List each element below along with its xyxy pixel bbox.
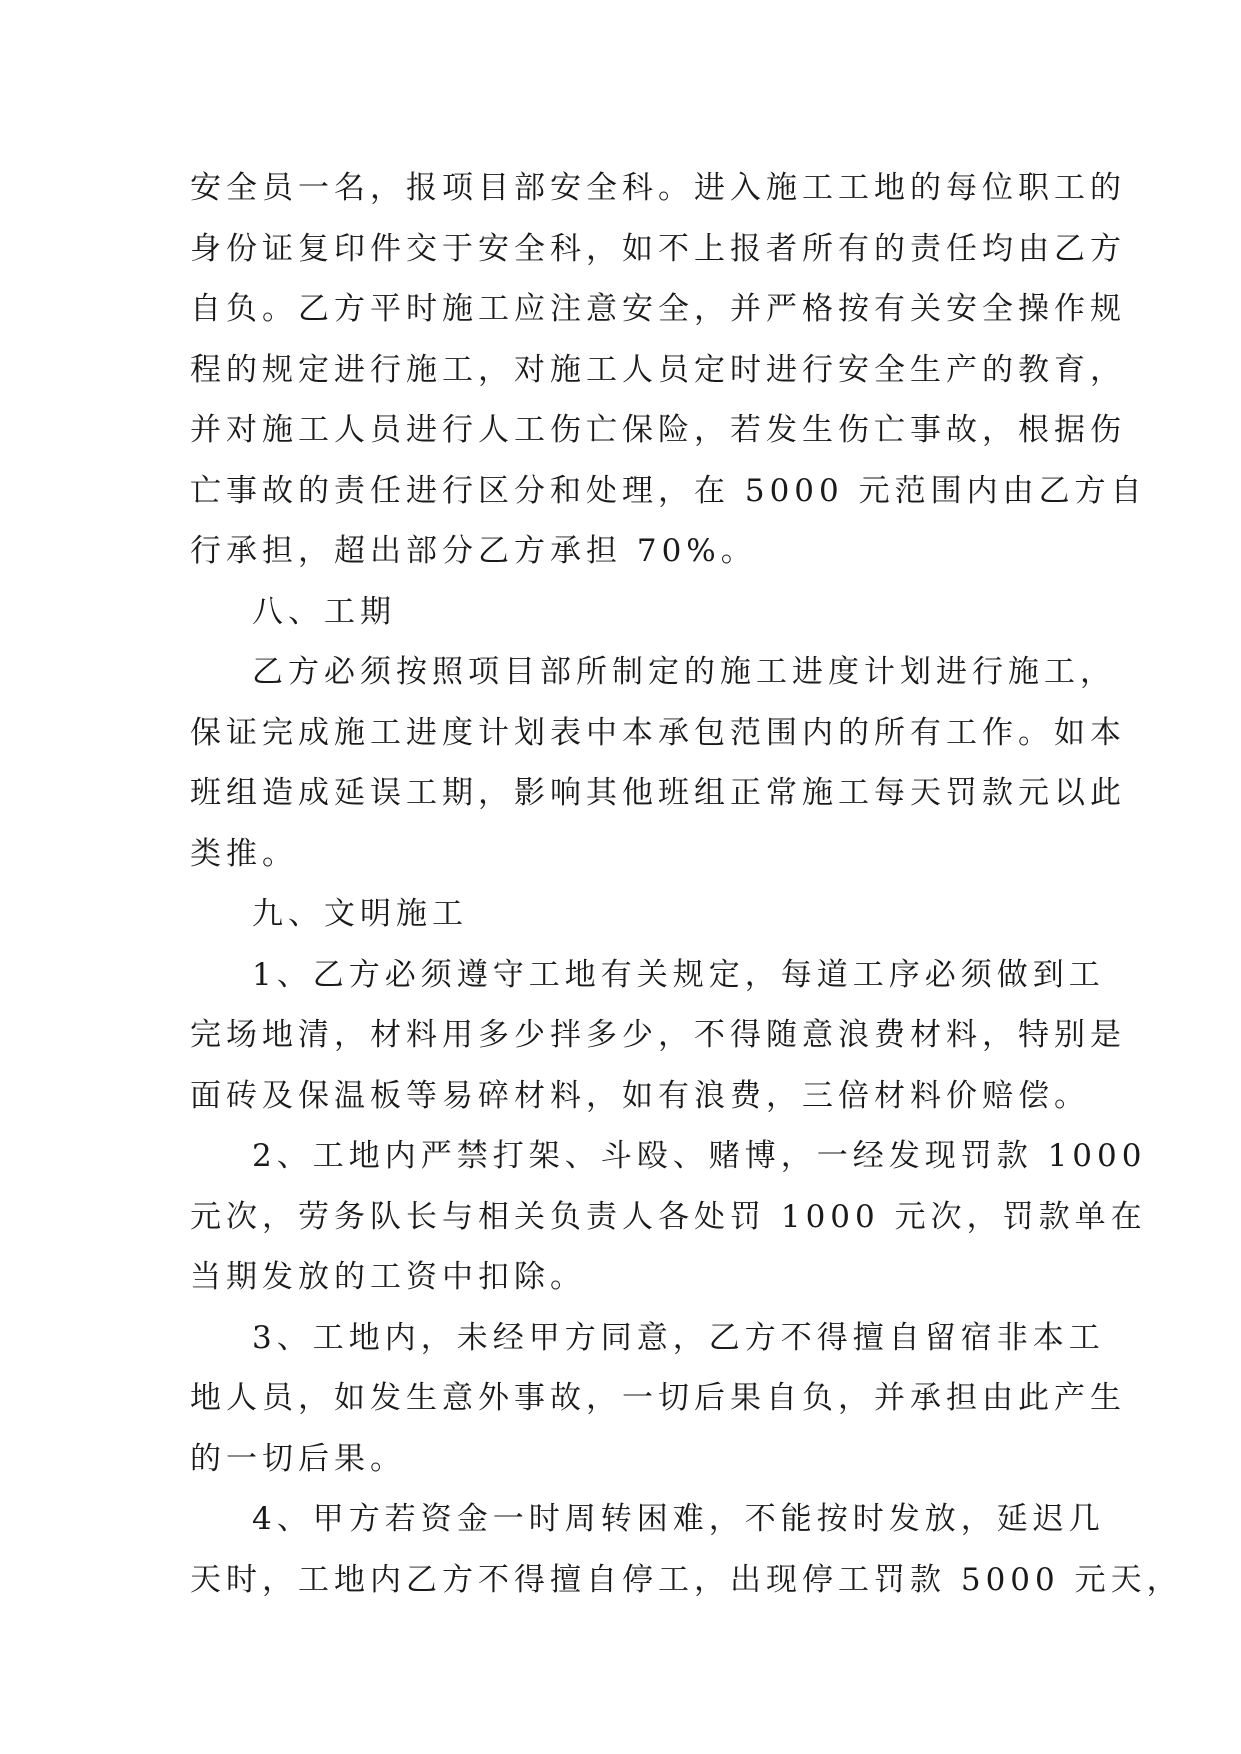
text-line: 班组造成延误工期，影响其他班组正常施工每天罚款元以此 <box>190 775 1126 811</box>
text-line: 九、文明施工 <box>252 896 468 932</box>
text-line: 面砖及保温板等易碎材料，如有浪费，三倍材料价赔偿。 <box>190 1077 1090 1114</box>
document-paragraph <box>190 582 1050 643</box>
text-line: 乙方必须按照项目部所制定的施工进度计划进行施工， <box>252 654 1116 690</box>
text-line: 完场地清，材料用多少拌多少，不得随意浪费材料，特别是 <box>190 1017 1126 1053</box>
text-line: 类推。 <box>190 835 298 872</box>
text-line: 八、工期 <box>252 593 396 630</box>
text-line: 身份证复印件交于安全科，如不上报者所有的责任均由乙方 <box>190 230 1126 267</box>
text-line: 天时，工地内乙方不得擅自停工，出现停工罚款 5000 元天， <box>190 1561 1183 1598</box>
document-paragraph <box>190 1489 1183 1610</box>
text-line: 4、甲方若资金一时周转困难，不能按时发放，延迟几 <box>252 1501 1105 1537</box>
text-line: 元次，劳务队长与相关负责人各处罚 1000 元次，罚款单在 <box>190 1198 1147 1235</box>
document-paragraph <box>190 1308 1126 1490</box>
document-body <box>190 158 1183 1610</box>
text-line: 行承担，超出部分乙方承担 70%。 <box>190 533 757 569</box>
text-line: 程的规定进行施工，对施工人员定时进行安全生产的教育， <box>190 351 1126 388</box>
document-paragraph <box>190 642 1126 884</box>
document-paragraph <box>190 945 1126 1127</box>
text-line: 1、乙方必须遵守工地有关规定，每道工序必须做到工 <box>252 956 1105 993</box>
text-line: 自负。乙方平时施工应注意安全，并严格按有关安全操作规 <box>190 291 1126 327</box>
document-paragraph <box>190 884 1050 945</box>
text-line: 3、工地内，未经甲方同意，乙方不得擅自留宿非本工 <box>252 1319 1105 1356</box>
text-line: 2、工地内严禁打架、斗殴、赌博，一经发现罚款 1000 <box>252 1138 1147 1174</box>
text-line: 地人员，如发生意外事故，一切后果自负，并承担由此产生 <box>190 1380 1126 1416</box>
text-line: 当期发放的工资中扣除。 <box>190 1259 586 1295</box>
text-line: 并对施工人员进行人工伤亡保险，若发生伤亡事故，根据伤 <box>190 412 1126 448</box>
text-line: 安全员一名，报项目部安全科。进入施工工地的每位职工的 <box>190 170 1126 206</box>
text-line: 的一切后果。 <box>190 1440 406 1477</box>
document-paragraph <box>190 1126 1147 1308</box>
text-line: 保证完成施工进度计划表中本承包范围内的所有工作。如本 <box>190 714 1126 751</box>
text-line: 亡事故的责任进行区分和处理，在 5000 元范围内由乙方自 <box>190 472 1147 509</box>
document-paragraph <box>190 158 1147 582</box>
